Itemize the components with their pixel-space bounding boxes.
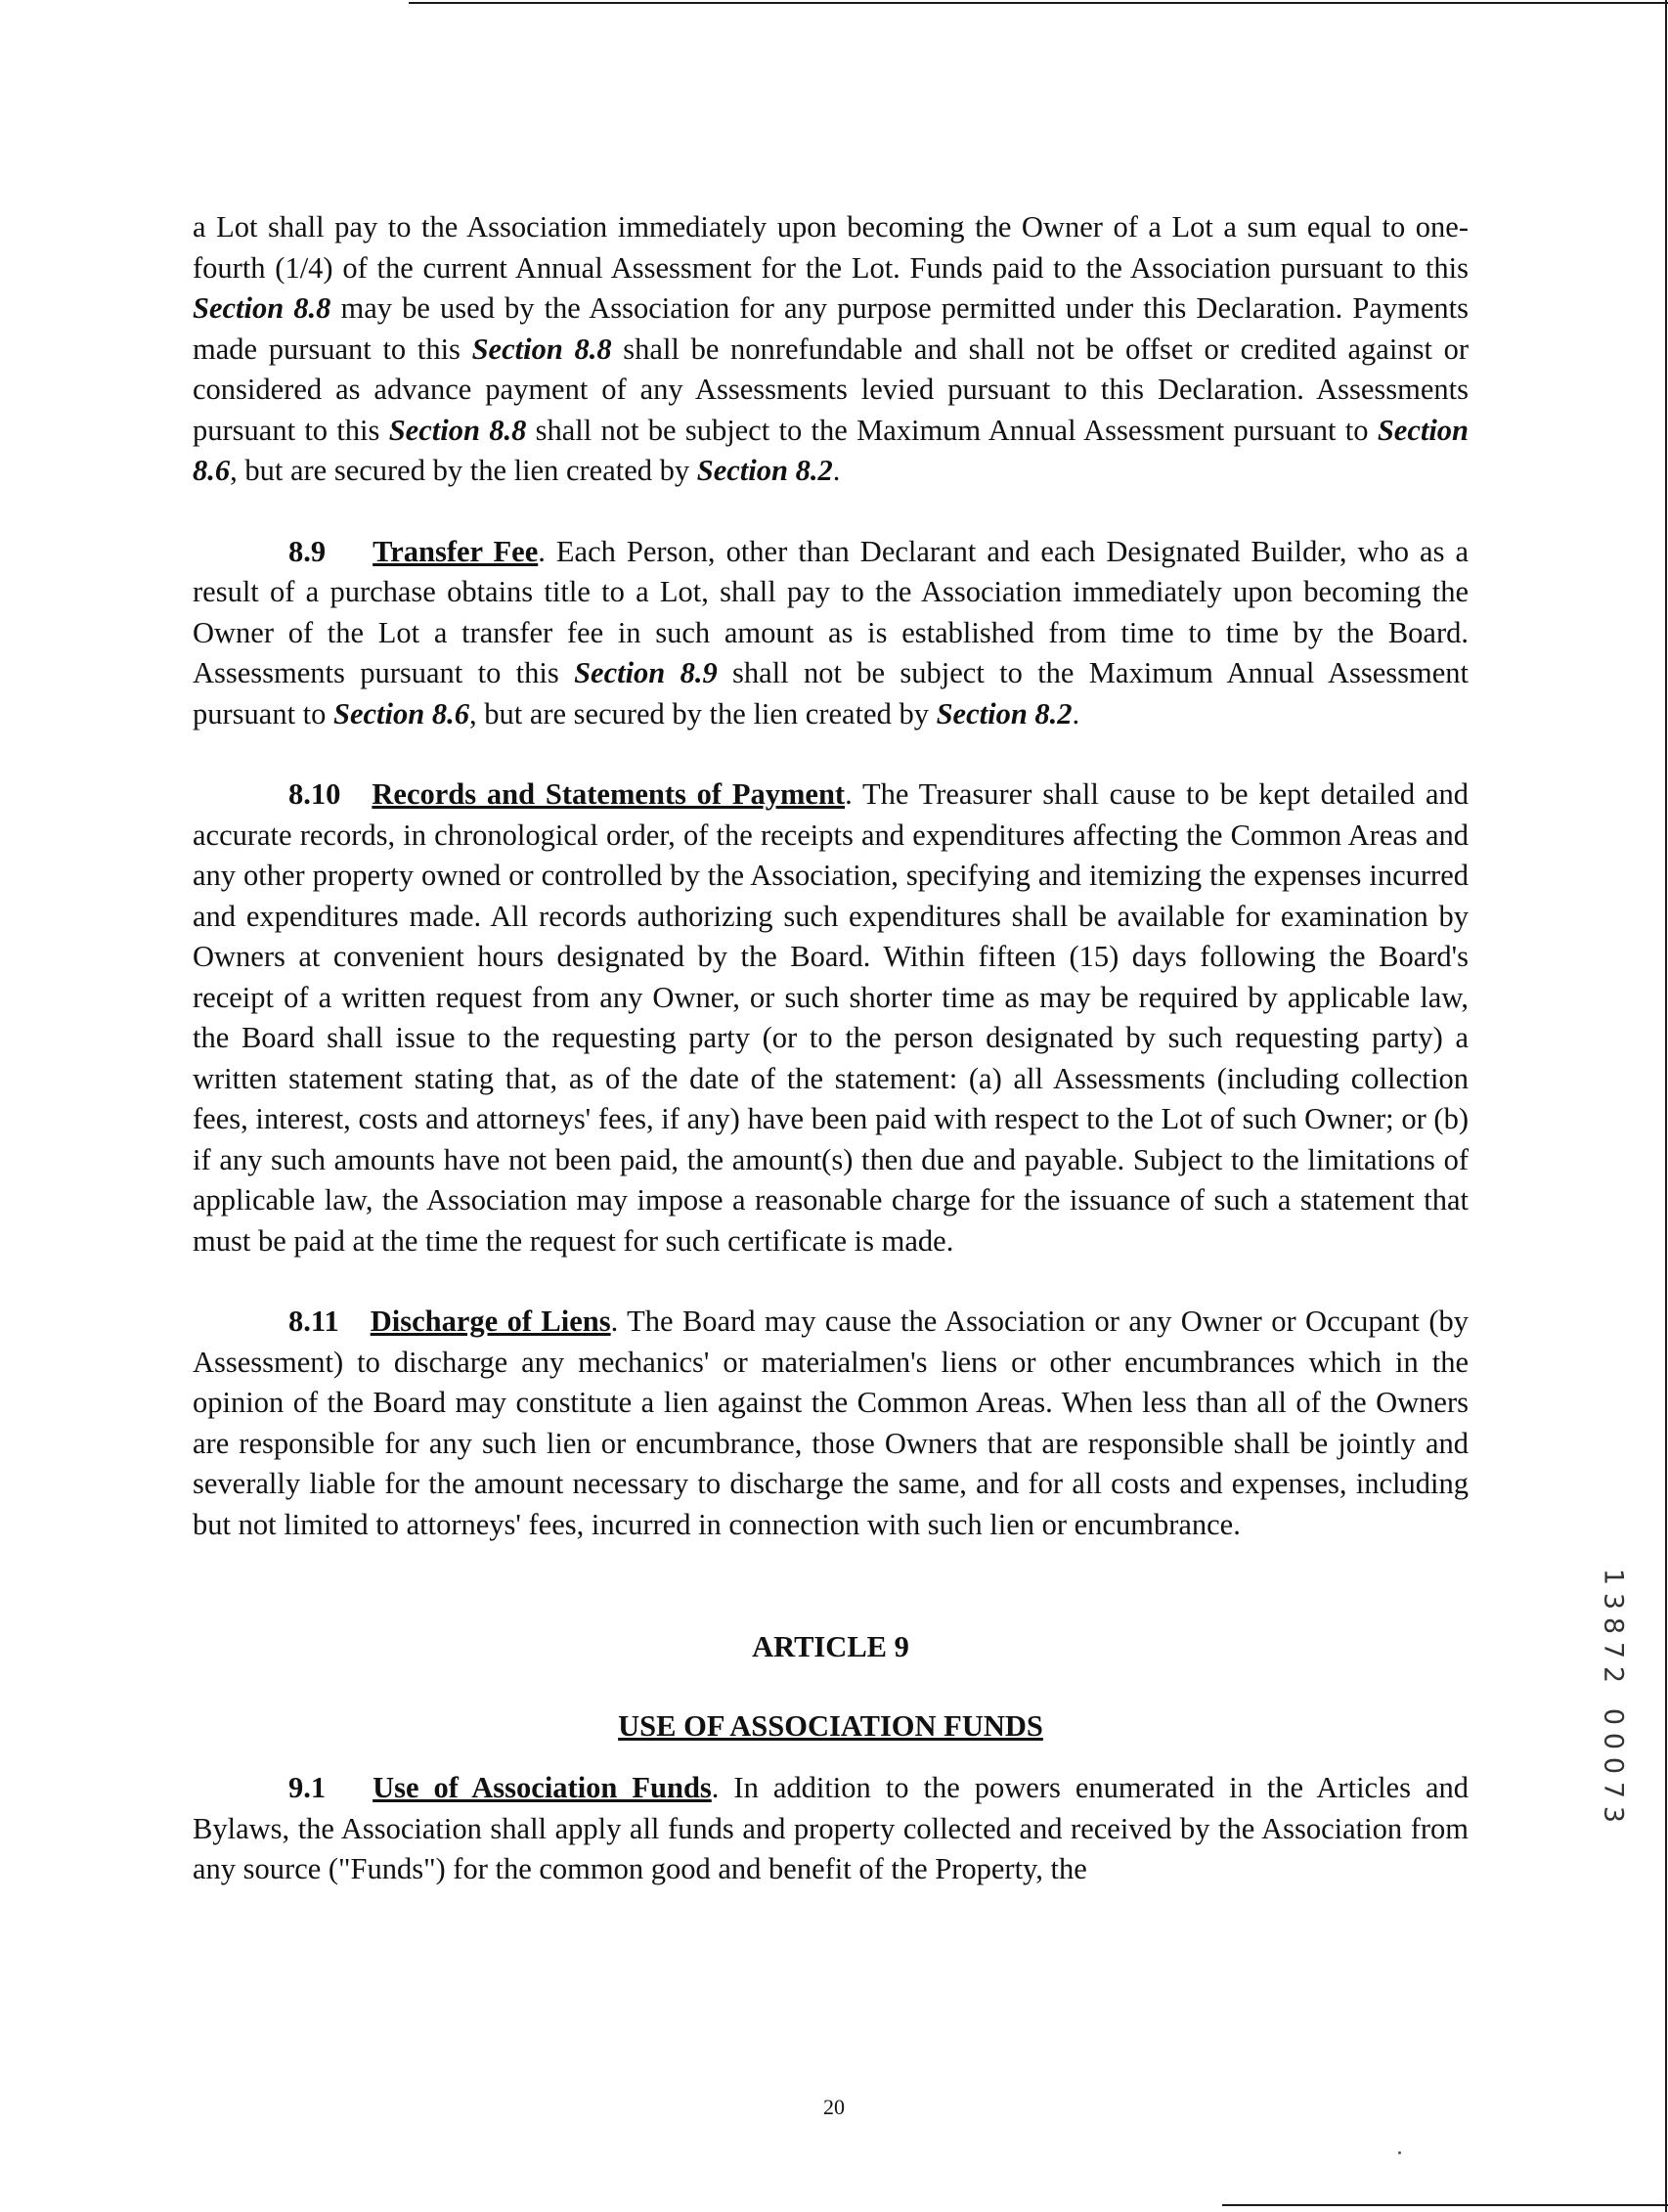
section-number: 8.9 — [288, 534, 327, 568]
section-reference: Section 8.8 — [471, 332, 612, 366]
paragraph-9-1 — [193, 1768, 1469, 1890]
section-number: 9.1 — [288, 1771, 327, 1804]
stamp-digit: 0 — [1598, 1756, 1629, 1775]
section-reference: Section 8.2 — [936, 696, 1073, 730]
paragraph-8-8-continued — [193, 207, 1469, 492]
section-reference: Section 8.8 — [388, 413, 527, 447]
article-label: ARTICLE 9 — [752, 1630, 909, 1663]
document-body — [193, 207, 1469, 1890]
stamp-digit: 0 — [1598, 1707, 1629, 1726]
paragraph-8-9 — [193, 532, 1469, 735]
text: shall not be subject to the Maximum Annual Assessment pursuant to — [526, 413, 1378, 447]
stamp-digit: 3 — [1598, 1592, 1629, 1611]
page-number: 20 — [823, 2095, 845, 2119]
text: . The Board may cause the Association or any Owner or Occupant (by Assessment) to discharge any mechanics' or materialmen's liens or other encumbrances which in the opinion of the Board may constitute a lien against the Common Areas. When less than all of the Owners are responsible for any such lien or encumbrance, those Owners that are responsible shall be jointly and severally liable for the amount necessary to discharge the same, and for all costs and expenses, including but not limited to attorneys' fees, incurred in connection with such lien or encumbrance. — [193, 1305, 1469, 1541]
section-number: 8.10 — [288, 777, 341, 811]
article-title: USE OF ASSOCIATION FUNDS — [618, 1708, 1043, 1743]
section-reference: Section 8.2 — [696, 454, 833, 487]
stamp-gap — [1600, 1687, 1627, 1704]
scan-speck — [1398, 2151, 1401, 2154]
paragraph-8-11 — [193, 1302, 1469, 1545]
section-heading: Use of Association Funds — [373, 1771, 712, 1804]
text: , but are secured by the lien created by — [468, 696, 937, 730]
stamp-digit: 8 — [1598, 1616, 1629, 1635]
text: may be used by the Association for any purpose permitted under this Declaration. Payments made pursuant to this — [193, 291, 1469, 366]
text: shall be nonrefundable and shall not be offset or credited against or considered as advance payment of any Assessments levied pursuant to this Declaration. Assessments pursuant to this — [193, 332, 1469, 447]
stamp-digit: 3 — [1598, 1805, 1629, 1824]
scan-edge-bottom — [1222, 2204, 1668, 2206]
text: . — [832, 454, 841, 487]
section-heading: Discharge of Liens — [370, 1305, 611, 1338]
text: . — [1072, 696, 1080, 730]
section-reference: Section 8.6 — [333, 696, 469, 730]
scan-edge-top — [409, 2, 1668, 4]
stamp-digit: 0 — [1598, 1732, 1629, 1750]
recording-stamp — [1600, 1565, 1627, 1827]
text: shall not be subject to the Maximum Annual Assessment pursuant to — [193, 656, 1469, 730]
section-heading: Transfer Fee — [373, 534, 539, 568]
text: , but are secured by the lien created by — [230, 454, 697, 487]
text: a Lot shall pay to the Association immediately upon becoming the Owner of a Lot a sum equal to one-fourth (1/4) of the current Annual Assessment for the Lot. Funds paid to the Association pursuant to this — [193, 210, 1469, 285]
section-reference: Section 8.6 — [193, 413, 1470, 487]
section-number: 8.11 — [288, 1305, 339, 1338]
text: . In addition to the powers enumerated in the Articles and Bylaws, the Association shall apply all funds and property collected and received by the Association from any source ("Funds") for the common good and benefit of the Property, the — [193, 1771, 1469, 1885]
stamp-digit: 2 — [1598, 1665, 1629, 1684]
text: . Each Person, other than Declarant and each Designated Builder, who as a result of a purchase obtains title to a Lot, shall pay to the Association immediately upon becoming the Owner of the Lot a transfer fee in such amount as is established from time to time by the Board. Assessments pursuant to this — [193, 534, 1470, 689]
stamp-digit: 7 — [1598, 1641, 1629, 1659]
section-reference: Section 8.9 — [574, 656, 718, 689]
section-reference: Section 8.8 — [193, 291, 331, 325]
scan-edge-right — [1665, 0, 1667, 2212]
stamp-digit: 1 — [1598, 1568, 1629, 1586]
text: . The Treasurer shall cause to be kept detailed and accurate records, in chronological order, of the receipts and expenditures affecting the Common Areas and any other property owned or controlled by the Association, specifying and itemizing the expenses incurred and expenditures made. All records authorizing such expenditures shall be available for examination by Owners at convenient hours designated by the Board. Within fifteen (15) days following the Board's receipt of a written request from any Owner, or such shorter time as may be required by applicable law, the Board shall issue to the requesting party (or to the person designated by such requesting party) a written statement stating that, as of the date of the statement: (a) all Assessments (including collection fees, interest, costs and attorneys' fees, if any) have been paid with respect to the Lot of such Owner; or (b) if any such amounts have not been paid, the amount(s) then due and payable. Subject to the limitations of applicable law, the Association may impose a reasonable charge for the issuance of such a statement that must be paid at the time the request for such certificate is made. — [193, 777, 1469, 1258]
section-heading: Records and Statements of Payment — [372, 777, 846, 811]
stamp-digit: 7 — [1598, 1781, 1629, 1799]
paragraph-8-10 — [193, 774, 1469, 1261]
